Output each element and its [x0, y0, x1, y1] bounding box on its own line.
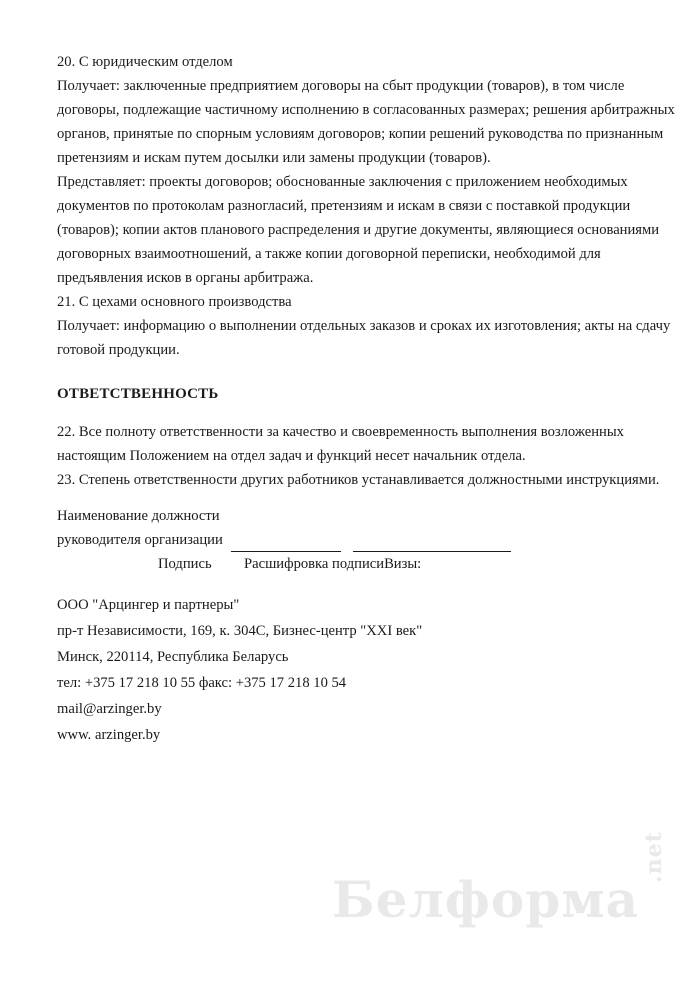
document-page — [57, 50, 675, 748]
signature-decoding-blank — [353, 535, 511, 552]
company-email: mail@arzinger.by — [57, 701, 162, 717]
section-20-provides-line: договорных взаимоотношений, а также копии договорной переписки, необходимой для — [57, 246, 601, 262]
signature-position-line-2: руководителя организации — [57, 532, 223, 548]
signature-decoding-caption: Расшифровка подписиВизы: — [244, 556, 422, 572]
company-phone: тел: +375 17 218 10 55 факс: +375 17 218 10 54 — [57, 675, 347, 691]
section-21-title: 21. С цехами основного производства — [57, 294, 292, 310]
signature-caption: Подпись — [158, 556, 212, 572]
section-20-receives-line: Получает: заключенные предприятием договоры на сбыт продукции (товаров), в том числе — [57, 78, 625, 94]
section-20-provides-line: Представляет: проекты договоров; обоснованные заключения с приложением необходимых — [57, 174, 628, 190]
company-website: www. arzinger.by — [57, 727, 161, 743]
signature-blank — [231, 535, 341, 552]
company-city: Минск, 220114, Республика Беларусь — [57, 649, 289, 665]
section-20-receives-line: претензиям и искам путем досылки или замены продукции (товаров). — [57, 150, 491, 166]
section-20-title: 20. С юридическим отделом — [57, 54, 233, 70]
section-20-provides-line: документов по протоколам разногласий, претензиям и искам в связи с поставкой продукции — [57, 198, 631, 214]
company-address: пр-т Независимости, 169, к. 304С, Бизнес-центр "XXI век" — [57, 623, 423, 639]
section-20-provides-line: предъявления исков в органы арбитража. — [57, 270, 314, 286]
watermark-logo — [332, 831, 693, 929]
responsibility-heading: ОТВЕТСТВЕННОСТЬ — [57, 386, 219, 402]
responsibility-item-23: 23. Степень ответственности других работников устанавливается должностными инструкциями. — [57, 472, 660, 488]
section-20-receives-line: органов, принятые по спорным условиям договоров; копии решений руководства по признанным — [57, 126, 664, 142]
section-20-receives-line: договоры, подлежащие частичному исполнению в согласованных размерах; решения арбитражных — [57, 102, 675, 118]
section-20-provides-line: (товаров); копии актов планового распределения и другие документы, являющиеся основаниями — [57, 222, 660, 238]
section-21-receives-line: готовой продукции. — [57, 342, 180, 358]
responsibility-item-22-line: 22. Все полноту ответственности за качество и своевременность выполнения возложенных — [57, 424, 624, 440]
signature-position-line-1: Наименование должности — [57, 508, 220, 524]
company-name: ООО "Арцингер и партнеры" — [57, 597, 240, 613]
signature-row — [57, 528, 657, 552]
section-21-receives-line: Получает: информацию о выполнении отдельных заказов и сроках их изготовления; акты на сдачу — [57, 318, 671, 334]
signature-captions — [57, 552, 657, 576]
watermark-domain: .net — [641, 831, 668, 883]
watermark-text: Белформа — [332, 870, 640, 929]
responsibility-item-22-line: настоящим Положением на отдел задач и функций несет начальник отдела. — [57, 448, 526, 464]
